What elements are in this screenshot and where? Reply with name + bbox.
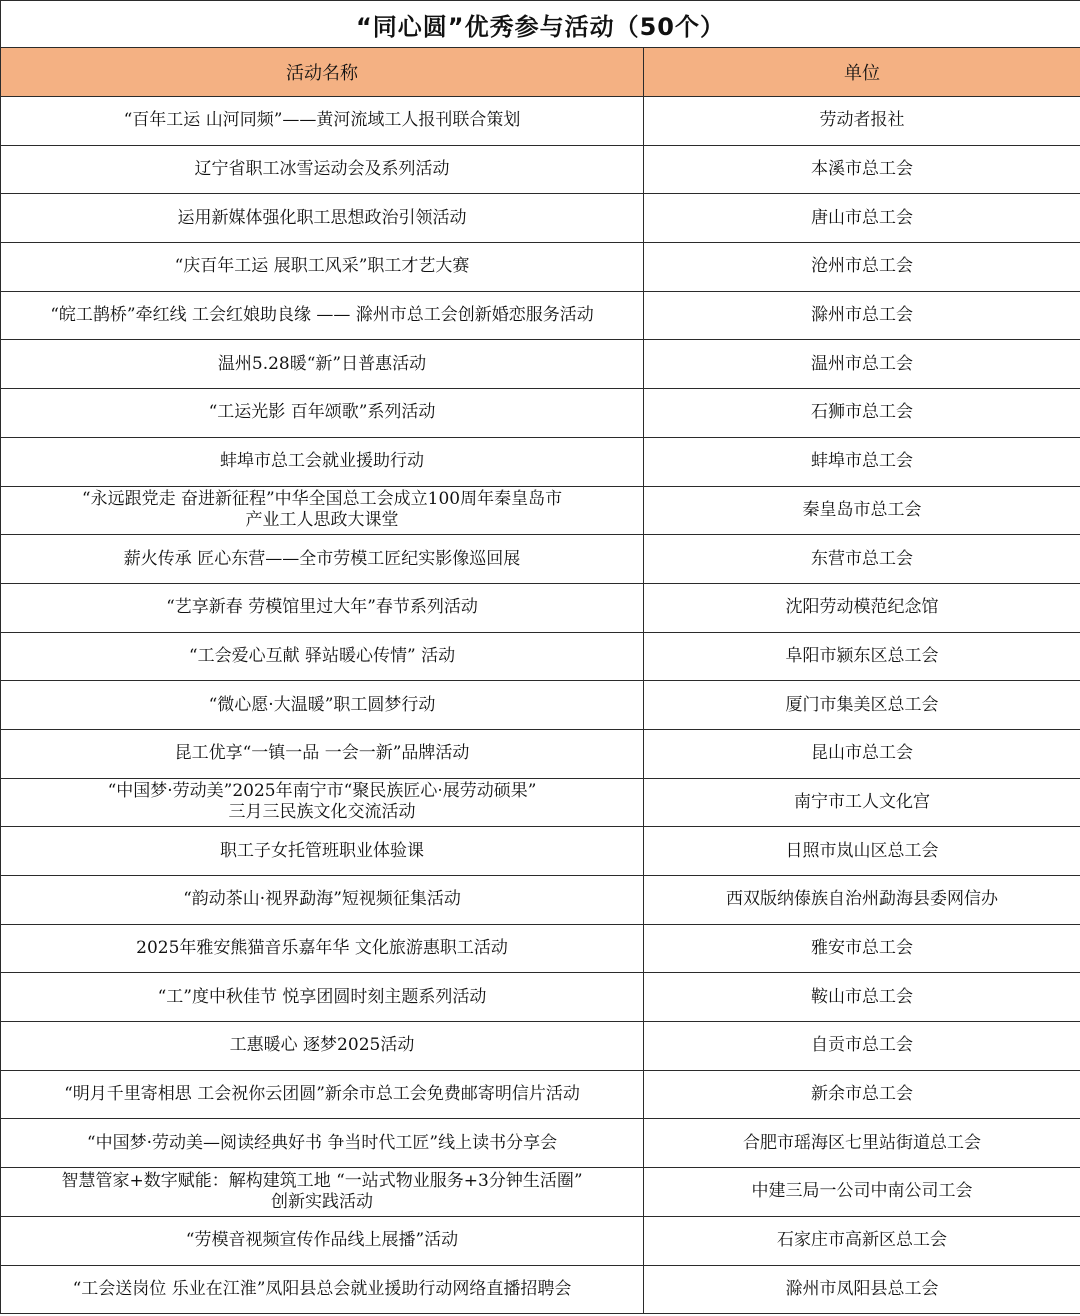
unit-cell: 石狮市总工会 — [644, 389, 1080, 438]
table-row — [1, 340, 1080, 389]
unit-cell: 雅安市总工会 — [644, 924, 1080, 973]
activity-name-cell: “艺享新春 劳模馆里过大年”春节系列活动 — [1, 583, 644, 632]
activity-name-cell: “工运光影 百年颂歌”系列活动 — [1, 389, 644, 438]
unit-cell: 新余市总工会 — [644, 1070, 1080, 1119]
table-row — [1, 973, 1080, 1022]
unit-cell: 东营市总工会 — [644, 535, 1080, 584]
table-row — [1, 632, 1080, 681]
activity-name-cell: 智慧管家+数字赋能：解构建筑工地 “一站式物业服务+3分钟生活圈” 创新实践活动 — [1, 1168, 644, 1217]
activity-name-cell: 2025年雅安熊猫音乐嘉年华 文化旅游惠职工活动 — [1, 924, 644, 973]
activity-name-cell: “韵动茶山·视界勐海”短视频征集活动 — [1, 876, 644, 925]
table-row — [1, 1119, 1080, 1168]
table-row — [1, 583, 1080, 632]
table-row — [1, 486, 1080, 535]
activity-name-cell: “劳模音视频宣传作品线上展播”活动 — [1, 1216, 644, 1265]
activity-name-cell: “百年工运 山河同频”——黄河流域工人报刊联合策划 — [1, 97, 644, 146]
table-row — [1, 1070, 1080, 1119]
table-row — [1, 729, 1080, 778]
table-row — [1, 1216, 1080, 1265]
activity-name-cell: 昆工优享“一镇一品 一会一新”品牌活动 — [1, 729, 644, 778]
table-row — [1, 145, 1080, 194]
unit-cell: 沧州市总工会 — [644, 243, 1080, 292]
unit-cell: 蚌埠市总工会 — [644, 437, 1080, 486]
title-row — [1, 1, 1080, 48]
activity-name-cell: “皖工鹊桥”牵红线 工会红娘助良缘 —— 滁州市总工会创新婚恋服务活动 — [1, 291, 644, 340]
table-row — [1, 681, 1080, 730]
table-row — [1, 1265, 1080, 1314]
header-activity-name: 活动名称 — [1, 48, 644, 97]
activity-name-cell: “明月千里寄相思 工会祝你云团圆”新余市总工会免费邮寄明信片活动 — [1, 1070, 644, 1119]
activity-name-cell: 工惠暖心 逐梦2025活动 — [1, 1022, 644, 1071]
table-row — [1, 437, 1080, 486]
table-row — [1, 924, 1080, 973]
table-row — [1, 535, 1080, 584]
activity-name-cell: “中国梦·劳动美”2025年南宁市“聚民族匠心·展劳动硕果” 三月三民族文化交流活动 — [1, 778, 644, 827]
activity-name-cell: 蚌埠市总工会就业援助行动 — [1, 437, 644, 486]
unit-cell: 本溪市总工会 — [644, 145, 1080, 194]
table-row — [1, 291, 1080, 340]
table-row — [1, 194, 1080, 243]
table-row — [1, 827, 1080, 876]
unit-cell: 鞍山市总工会 — [644, 973, 1080, 1022]
unit-cell: 昆山市总工会 — [644, 729, 1080, 778]
unit-cell: 沈阳劳动模范纪念馆 — [644, 583, 1080, 632]
activity-name-cell: 温州5.28暖“新”日普惠活动 — [1, 340, 644, 389]
table-row — [1, 778, 1080, 827]
header-unit: 单位 — [644, 48, 1080, 97]
unit-cell: 秦皇岛市总工会 — [644, 486, 1080, 535]
unit-cell: 日照市岚山区总工会 — [644, 827, 1080, 876]
unit-cell: 自贡市总工会 — [644, 1022, 1080, 1071]
table-title: “同心圆”优秀参与活动（50个） — [1, 1, 1080, 48]
unit-cell: 滁州市凤阳县总工会 — [644, 1265, 1080, 1314]
table-row — [1, 97, 1080, 146]
unit-cell: 劳动者报社 — [644, 97, 1080, 146]
activity-name-cell: 薪火传承 匠心东营——全市劳模工匠纪实影像巡回展 — [1, 535, 644, 584]
unit-cell: 中建三局一公司中南公司工会 — [644, 1168, 1080, 1217]
header-row — [1, 48, 1080, 97]
activity-name-cell: 职工子女托管班职业体验课 — [1, 827, 644, 876]
activity-name-cell: “微心愿·大温暖”职工圆梦行动 — [1, 681, 644, 730]
table-row — [1, 876, 1080, 925]
activity-name-cell: “中国梦·劳动美—阅读经典好书 争当时代工匠”线上读书分享会 — [1, 1119, 644, 1168]
activity-name-cell: “工会爱心互献 驿站暖心传情” 活动 — [1, 632, 644, 681]
unit-cell: 西双版纳傣族自治州勐海县委网信办 — [644, 876, 1080, 925]
activity-name-cell: “永远跟党走 奋进新征程”中华全国总工会成立100周年秦皇岛市 产业工人思政大课堂 — [1, 486, 644, 535]
unit-cell: 唐山市总工会 — [644, 194, 1080, 243]
unit-cell: 温州市总工会 — [644, 340, 1080, 389]
activity-name-cell: 运用新媒体强化职工思想政治引领活动 — [1, 194, 644, 243]
activity-name-cell: 辽宁省职工冰雪运动会及系列活动 — [1, 145, 644, 194]
unit-cell: 阜阳市颍东区总工会 — [644, 632, 1080, 681]
unit-cell: 合肥市瑶海区七里站街道总工会 — [644, 1119, 1080, 1168]
activity-name-cell: “工会送岗位 乐业在江淮”凤阳县总会就业援助行动网络直播招聘会 — [1, 1265, 644, 1314]
unit-cell: 石家庄市高新区总工会 — [644, 1216, 1080, 1265]
activity-name-cell: “工”度中秋佳节 悦享团圆时刻主题系列活动 — [1, 973, 644, 1022]
unit-cell: 厦门市集美区总工会 — [644, 681, 1080, 730]
table-row — [1, 389, 1080, 438]
unit-cell: 滁州市总工会 — [644, 291, 1080, 340]
unit-cell: 南宁市工人文化宫 — [644, 778, 1080, 827]
table-row — [1, 243, 1080, 292]
table-row — [1, 1168, 1080, 1217]
table-row — [1, 1022, 1080, 1071]
activity-name-cell: “庆百年工运 展职工风采”职工才艺大赛 — [1, 243, 644, 292]
